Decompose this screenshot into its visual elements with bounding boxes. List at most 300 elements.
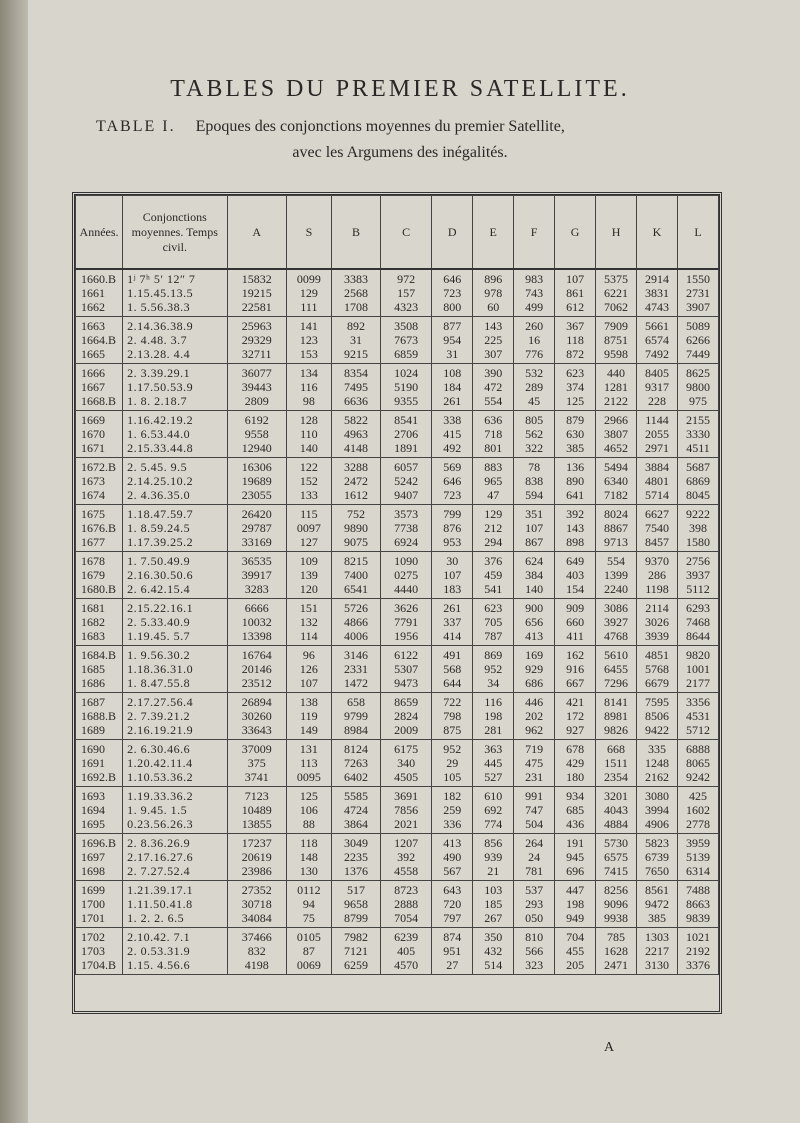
cell-value: 267 xyxy=(484,911,503,925)
cell-value: 6666 xyxy=(244,601,269,615)
cell-value: 504 xyxy=(525,817,544,831)
table-label: TABLE I. xyxy=(96,118,176,135)
cell-value: 890 xyxy=(566,474,585,488)
cell-value: 678 xyxy=(566,742,585,756)
cell-value: 140 xyxy=(299,441,318,455)
cell-value: 2.15.33.44.8 xyxy=(127,441,194,455)
cell-value: 429 xyxy=(566,756,585,770)
cell-value: 898 xyxy=(566,535,585,549)
table-cell xyxy=(432,364,473,411)
cell-value: 1. 7.50.49.9 xyxy=(127,554,191,568)
cell-value: 774 xyxy=(484,817,503,831)
cell-value: 141 xyxy=(299,319,318,333)
signature-mark: A xyxy=(604,1040,615,1055)
table-cell xyxy=(227,458,286,505)
table-cell xyxy=(514,834,555,881)
cell-value: 1697 xyxy=(81,850,105,864)
table-cell xyxy=(596,599,637,646)
cell-value: 492 xyxy=(443,441,462,455)
table-cell xyxy=(432,646,473,693)
cell-value: 376 xyxy=(484,554,503,568)
table-header-row xyxy=(76,196,719,270)
table-cell xyxy=(677,787,718,834)
cell-value: 1.21.39.17.1 xyxy=(127,883,194,897)
data-table xyxy=(75,195,719,975)
cell-value: 1678 xyxy=(81,554,105,568)
cell-value: 8659 xyxy=(394,695,419,709)
cell-value: 2. 4.36.35.0 xyxy=(127,488,191,502)
cell-value: 264 xyxy=(525,836,544,850)
cell-value: 139 xyxy=(299,568,318,582)
table-cell xyxy=(432,928,473,975)
table-cell xyxy=(473,834,514,881)
column-header: F xyxy=(514,196,555,270)
table-cell xyxy=(227,552,286,599)
cell-value: 3939 xyxy=(645,629,669,643)
cell-value: 4743 xyxy=(645,300,669,314)
cell-value: 2. 5.33.40.9 xyxy=(127,615,191,629)
cell-value: 411 xyxy=(566,629,584,643)
table-cell xyxy=(286,693,331,740)
table-row xyxy=(76,411,719,458)
cell-value: 340 xyxy=(397,756,416,770)
table-cell xyxy=(514,599,555,646)
table-cell xyxy=(286,364,331,411)
cell-value: 2240 xyxy=(604,582,629,596)
cell-value: 1704.B xyxy=(81,958,117,972)
table-cell xyxy=(381,364,432,411)
table-cell xyxy=(123,928,227,975)
table-cell xyxy=(432,552,473,599)
cell-value: 562 xyxy=(525,427,544,441)
cell-value: 45 xyxy=(528,394,541,408)
table-cell xyxy=(555,787,596,834)
cell-value: 375 xyxy=(247,756,266,770)
table-cell xyxy=(76,411,123,458)
cell-value: 1679 xyxy=(81,568,105,582)
table-cell xyxy=(123,552,227,599)
cell-value: 6627 xyxy=(645,507,669,521)
cell-value: 646 xyxy=(443,474,462,488)
cell-value: 1691 xyxy=(81,756,105,770)
cell-value: 2331 xyxy=(344,662,368,676)
cell-value: 541 xyxy=(484,582,503,596)
cell-value: 1692.B xyxy=(81,770,117,784)
cell-value: 37466 xyxy=(241,930,272,944)
table-row xyxy=(76,317,719,364)
cell-value: 143 xyxy=(566,521,585,535)
cell-value: 2.10.42. 7.1 xyxy=(127,930,191,944)
cell-value: 1090 xyxy=(394,554,419,568)
cell-value: 554 xyxy=(607,554,626,568)
cell-value: 110 xyxy=(300,427,318,441)
table-cell xyxy=(381,411,432,458)
cell-value: 743 xyxy=(525,286,544,300)
table-cell xyxy=(227,693,286,740)
cell-value: 668 xyxy=(607,742,626,756)
cell-value: 26894 xyxy=(241,695,272,709)
cell-value: 5712 xyxy=(685,723,710,737)
table-cell xyxy=(473,881,514,928)
table-cell xyxy=(76,740,123,787)
cell-value: 781 xyxy=(525,864,544,878)
cell-value: 1376 xyxy=(344,864,368,878)
cell-value: 8561 xyxy=(645,883,669,897)
cell-value: 1.15.45.13.5 xyxy=(127,286,194,300)
table-cell xyxy=(473,458,514,505)
cell-value: 3927 xyxy=(604,615,629,629)
cell-value: 3330 xyxy=(685,427,710,441)
cell-value: 656 xyxy=(525,615,544,629)
cell-value: 5661 xyxy=(645,319,669,333)
cell-value: 20146 xyxy=(241,662,272,676)
table-cell xyxy=(331,928,380,975)
table-cell xyxy=(555,928,596,975)
cell-value: 153 xyxy=(299,347,318,361)
table-cell xyxy=(596,411,637,458)
cell-value: 2966 xyxy=(604,413,629,427)
table-row xyxy=(76,881,719,928)
cell-value: 1956 xyxy=(394,629,419,643)
cell-value: 832 xyxy=(247,944,266,958)
table-cell xyxy=(637,693,678,740)
cell-value: 60 xyxy=(487,300,500,314)
cell-value: 776 xyxy=(525,347,544,361)
cell-value: 293 xyxy=(525,897,544,911)
cell-value: 6739 xyxy=(645,850,669,864)
table-cell xyxy=(76,928,123,975)
cell-value: 432 xyxy=(484,944,503,958)
cell-value: 2114 xyxy=(645,601,669,615)
table-cell xyxy=(473,411,514,458)
cell-value: 13398 xyxy=(241,629,272,643)
cell-value: 1550 xyxy=(685,272,710,286)
cell-value: 861 xyxy=(566,286,585,300)
cell-value: 1708 xyxy=(344,300,368,314)
cell-value: 385 xyxy=(566,441,585,455)
cell-value: 2217 xyxy=(645,944,669,958)
cell-value: 5822 xyxy=(344,413,368,427)
cell-value: 2192 xyxy=(685,944,710,958)
cell-value: 1. 6.53.44.0 xyxy=(127,427,191,441)
cell-value: 1.17.50.53.9 xyxy=(127,380,194,394)
cell-value: 4505 xyxy=(394,770,419,784)
cell-value: 191 xyxy=(566,836,585,850)
cell-value: 24 xyxy=(528,850,541,864)
cell-value: 120 xyxy=(299,582,318,596)
table-cell xyxy=(677,740,718,787)
cell-value: 9598 xyxy=(604,347,629,361)
cell-value: 3080 xyxy=(645,789,669,803)
cell-value: 568 xyxy=(443,662,462,676)
cell-value: 9407 xyxy=(394,488,419,502)
cell-value: 983 xyxy=(525,272,544,286)
table-cell xyxy=(677,928,718,975)
cell-value: 123 xyxy=(299,333,318,347)
cell-value: 2778 xyxy=(685,817,710,831)
cell-value: 29 xyxy=(446,756,459,770)
cell-value: 1021 xyxy=(685,930,710,944)
table-cell xyxy=(286,881,331,928)
cell-value: 3283 xyxy=(244,582,269,596)
table-cell xyxy=(677,458,718,505)
cell-value: 33643 xyxy=(241,723,272,737)
cell-value: 2824 xyxy=(394,709,419,723)
cell-value: 3146 xyxy=(344,648,368,662)
cell-value: 8354 xyxy=(344,366,368,380)
table-cell xyxy=(381,317,432,364)
cell-value: 162 xyxy=(566,648,585,662)
cell-value: 874 xyxy=(443,930,462,944)
table-cell xyxy=(286,317,331,364)
cell-value: 1670 xyxy=(81,427,105,441)
cell-value: 128 xyxy=(299,413,318,427)
cell-value: 107 xyxy=(443,568,462,582)
cell-value: 133 xyxy=(299,488,318,502)
table-cell xyxy=(331,646,380,693)
table-cell xyxy=(76,458,123,505)
table-cell xyxy=(123,881,227,928)
cell-value: 5139 xyxy=(685,850,710,864)
cell-value: 16 xyxy=(528,333,541,347)
cell-value: 75 xyxy=(302,911,315,925)
cell-value: 1. 8.59.24.5 xyxy=(127,521,191,535)
cell-value: 951 xyxy=(443,944,462,958)
table-cell xyxy=(123,317,227,364)
cell-value: 7673 xyxy=(394,333,419,347)
cell-value: 7495 xyxy=(344,380,368,394)
cell-value: 2.15.22.16.1 xyxy=(127,601,194,615)
table-cell xyxy=(123,364,227,411)
table-cell xyxy=(381,269,432,317)
cell-value: 9317 xyxy=(645,380,669,394)
cell-value: 4148 xyxy=(344,441,368,455)
cell-value: 3959 xyxy=(685,836,710,850)
cell-value: 261 xyxy=(443,601,462,615)
cell-value: 810 xyxy=(525,930,544,944)
table-cell xyxy=(473,505,514,552)
cell-value: 1696.B xyxy=(81,836,117,850)
cell-value: 537 xyxy=(525,883,544,897)
cell-value: 7062 xyxy=(604,300,629,314)
cell-value: 405 xyxy=(397,944,416,958)
cell-value: 2. 5.45. 9.5 xyxy=(127,460,188,474)
cell-value: 3201 xyxy=(604,789,629,803)
cell-value: 2. 4.48. 3.7 xyxy=(127,333,188,347)
cell-value: 184 xyxy=(443,380,462,394)
table-cell xyxy=(514,693,555,740)
cell-value: 2235 xyxy=(344,850,368,864)
table-subtitle xyxy=(96,118,565,136)
table-cell xyxy=(555,364,596,411)
table-cell xyxy=(432,505,473,552)
cell-value: 30718 xyxy=(241,897,272,911)
cell-value: 6541 xyxy=(344,582,368,596)
cell-value: 9472 xyxy=(645,897,669,911)
cell-value: 636 xyxy=(484,413,503,427)
cell-value: 2756 xyxy=(685,554,710,568)
cell-value: 1.15. 4.56.6 xyxy=(127,958,191,972)
table-cell xyxy=(432,787,473,834)
table-cell xyxy=(473,693,514,740)
cell-value: 27 xyxy=(446,958,459,972)
table-row xyxy=(76,599,719,646)
cell-value: 1682 xyxy=(81,615,105,629)
table-cell xyxy=(381,458,432,505)
table-cell xyxy=(596,881,637,928)
cell-value: 8457 xyxy=(645,535,669,549)
cell-value: 704 xyxy=(566,930,585,944)
cell-value: 934 xyxy=(566,789,585,803)
cell-value: 856 xyxy=(484,836,503,850)
cell-value: 88 xyxy=(302,817,315,831)
table-cell xyxy=(555,740,596,787)
table-cell xyxy=(473,646,514,693)
cell-value: 12940 xyxy=(241,441,272,455)
cell-value: 103 xyxy=(484,883,503,897)
cell-value: 612 xyxy=(566,300,585,314)
table-cell xyxy=(677,411,718,458)
cell-value: 182 xyxy=(443,789,462,803)
table-cell xyxy=(381,928,432,975)
cell-value: 8981 xyxy=(604,709,629,723)
cell-value: 1024 xyxy=(394,366,419,380)
table-cell xyxy=(432,599,473,646)
cell-value: 909 xyxy=(566,601,585,615)
table-cell xyxy=(381,834,432,881)
cell-value: 96 xyxy=(302,648,315,662)
cell-value: 149 xyxy=(299,723,318,737)
cell-value: 2.16.19.21.9 xyxy=(127,723,194,737)
cell-value: 4198 xyxy=(244,958,269,972)
table-cell xyxy=(555,458,596,505)
cell-value: 4724 xyxy=(344,803,368,817)
cell-value: 4323 xyxy=(394,300,419,314)
cell-value: 566 xyxy=(525,944,544,958)
table-row xyxy=(76,505,719,552)
cell-value: 1671 xyxy=(81,441,105,455)
cell-value: 9800 xyxy=(685,380,710,394)
cell-value: 1666 xyxy=(81,366,105,380)
table-cell xyxy=(381,787,432,834)
cell-value: 413 xyxy=(443,836,462,850)
table-cell xyxy=(123,458,227,505)
cell-value: 2. 3.39.29.1 xyxy=(127,366,191,380)
cell-value: 34 xyxy=(487,676,500,690)
cell-value: 8663 xyxy=(685,897,710,911)
table-cell xyxy=(331,364,380,411)
cell-value: 5307 xyxy=(394,662,419,676)
table-cell xyxy=(677,269,718,317)
cell-value: 39443 xyxy=(241,380,272,394)
cell-value: 0275 xyxy=(394,568,419,582)
cell-value: 1695 xyxy=(81,817,105,831)
cell-value: 623 xyxy=(566,366,585,380)
cell-value: 3831 xyxy=(645,286,669,300)
cell-value: 415 xyxy=(443,427,462,441)
cell-value: 228 xyxy=(648,394,666,408)
table-cell xyxy=(596,787,637,834)
cell-value: 8405 xyxy=(645,366,669,380)
cell-value: 1686 xyxy=(81,676,105,690)
cell-value: 7054 xyxy=(394,911,419,925)
table-cell xyxy=(432,317,473,364)
table-cell xyxy=(596,364,637,411)
cell-value: 7488 xyxy=(685,883,710,897)
table-cell xyxy=(123,787,227,834)
table-row xyxy=(76,834,719,881)
cell-value: 554 xyxy=(484,394,503,408)
cell-value: 4906 xyxy=(645,817,669,831)
cell-value: 3994 xyxy=(645,803,669,817)
table-cell xyxy=(331,693,380,740)
cell-value: 2009 xyxy=(394,723,419,737)
table-cell xyxy=(331,740,380,787)
cell-value: 8215 xyxy=(344,554,368,568)
cell-value: 720 xyxy=(443,897,462,911)
cell-value: 8045 xyxy=(685,488,710,502)
cell-value: 33169 xyxy=(241,535,272,549)
table-cell xyxy=(331,269,380,317)
cell-value: 1.18.47.59.7 xyxy=(127,507,194,521)
table-cell xyxy=(227,599,286,646)
cell-value: 8751 xyxy=(604,333,629,347)
cell-value: 785 xyxy=(607,930,626,944)
cell-value: 7400 xyxy=(344,568,368,582)
cell-value: 0099 xyxy=(296,272,321,286)
cell-value: 29329 xyxy=(241,333,272,347)
table-cell xyxy=(286,505,331,552)
table-cell xyxy=(381,881,432,928)
cell-value: 4963 xyxy=(344,427,368,441)
table-cell xyxy=(555,693,596,740)
cell-value: 185 xyxy=(484,897,503,911)
cell-value: 9839 xyxy=(685,911,710,925)
cell-value: 869 xyxy=(484,648,503,662)
cell-value: 7263 xyxy=(344,756,368,770)
cell-value: 8984 xyxy=(344,723,368,737)
cell-value: 2731 xyxy=(685,286,710,300)
cell-value: 1.17.39.25.2 xyxy=(127,535,194,549)
cell-value: 0095 xyxy=(296,770,321,784)
cell-value: 384 xyxy=(525,568,544,582)
cell-value: 392 xyxy=(566,507,585,521)
cell-value: 3741 xyxy=(244,770,269,784)
table-row xyxy=(76,458,719,505)
subtitle-line-1: Epoques des conjonctions moyennes du premier Satellite, xyxy=(195,118,565,135)
table-cell xyxy=(227,740,286,787)
cell-value: 3049 xyxy=(344,836,368,850)
table-cell xyxy=(286,458,331,505)
cell-value: 1. 9.45. 1.5 xyxy=(127,803,188,817)
cell-value: 32711 xyxy=(241,347,272,361)
subtitle-line-2: avec les Argumens des inégalités. xyxy=(292,144,508,161)
cell-value: 0.23.56.26.3 xyxy=(127,817,194,831)
cell-value: 532 xyxy=(525,366,544,380)
table-cell xyxy=(677,646,718,693)
cell-value: 952 xyxy=(443,742,462,756)
cell-value: 3508 xyxy=(394,319,419,333)
cell-value: 8256 xyxy=(604,883,629,897)
table-cell xyxy=(76,646,123,693)
cell-value: 138 xyxy=(299,695,318,709)
cell-value: 114 xyxy=(300,629,318,643)
cell-value: 1.20.42.11.4 xyxy=(127,756,193,770)
cell-value: 569 xyxy=(443,460,462,474)
cell-value: 838 xyxy=(525,474,544,488)
table-cell xyxy=(123,740,227,787)
cell-value: 7982 xyxy=(344,930,368,944)
